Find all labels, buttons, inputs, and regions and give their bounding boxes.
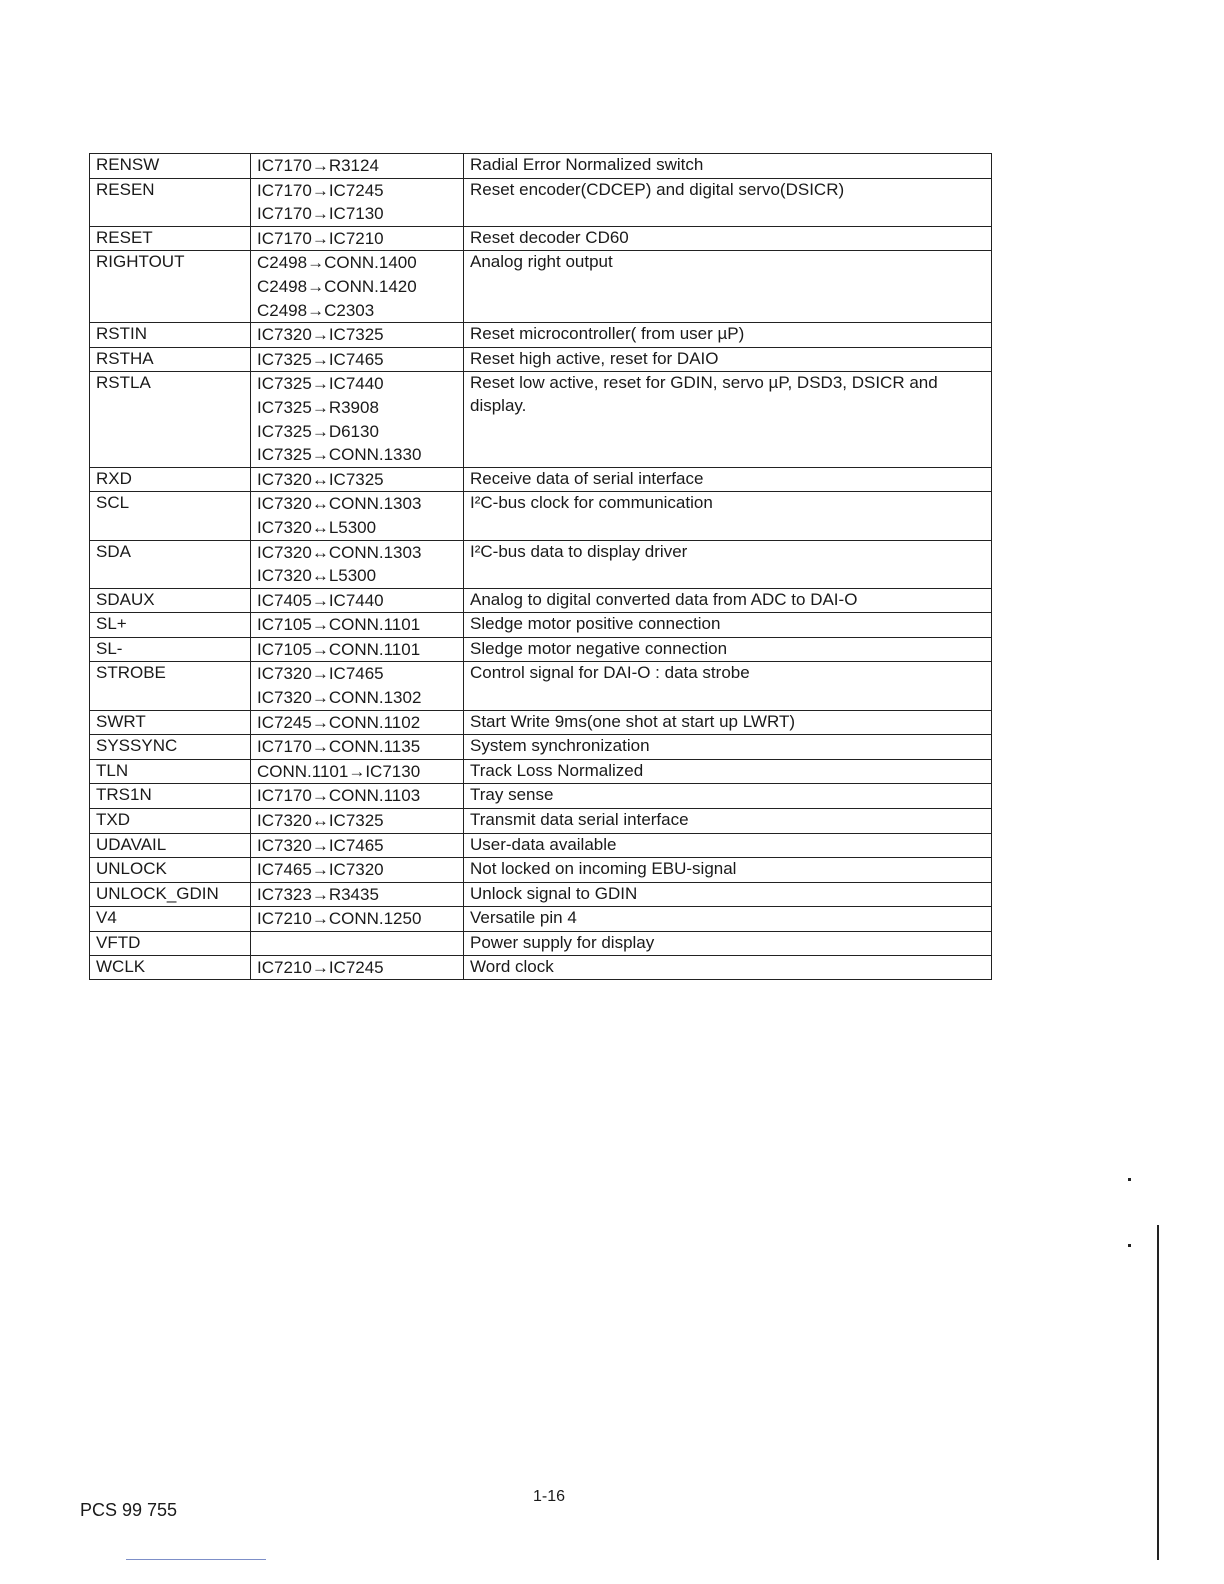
signal-description: Tray sense xyxy=(464,784,992,809)
signal-description: User-data available xyxy=(464,833,992,858)
signal-description: Versatile pin 4 xyxy=(464,907,992,932)
signal-description: Analog right output xyxy=(464,251,992,323)
signal-description: Reset microcontroller( from user µP) xyxy=(464,323,992,348)
connection-path: IC7320↔CONN.1303 xyxy=(257,494,422,514)
table-row xyxy=(90,882,992,907)
table-row xyxy=(90,178,992,226)
table-row xyxy=(90,809,992,834)
signal-name: SWRT xyxy=(90,710,251,735)
signal-description: Reset high active, reset for DAIO xyxy=(464,347,992,372)
signal-connections xyxy=(251,323,464,348)
signal-name: TRS1N xyxy=(90,784,251,809)
connection-path: IC7210→IC7245 xyxy=(257,957,384,977)
connection-path: IC7320↔IC7325 xyxy=(257,469,384,489)
signal-connections xyxy=(251,347,464,372)
connection-path: IC7210→CONN.1250 xyxy=(257,909,422,929)
connection-path: C2498→CONN.1400 xyxy=(257,253,417,273)
signal-connections xyxy=(251,372,464,467)
signal-connections xyxy=(251,637,464,662)
signal-name: RIGHTOUT xyxy=(90,251,251,323)
signal-description: Reset encoder(CDCEP) and digital servo(DSICR) xyxy=(464,178,992,226)
signal-name: SYSSYNC xyxy=(90,735,251,760)
signal-name: STROBE xyxy=(90,662,251,710)
connection-path: IC7320↔CONN.1303 xyxy=(257,542,422,562)
signal-description: Control signal for DAI-O : data strobe xyxy=(464,662,992,710)
connection-path: IC7325→IC7440 xyxy=(257,374,384,394)
signal-name: WCLK xyxy=(90,955,251,980)
signal-description: Start Write 9ms(one shot at start up LWRT) xyxy=(464,710,992,735)
signal-description: I²C-bus clock for communication xyxy=(464,492,992,540)
connection-path: IC7320↔L5300 xyxy=(257,517,377,537)
signal-description: Analog to digital converted data from ADC to DAI-O xyxy=(464,588,992,613)
table-row xyxy=(90,613,992,638)
signal-table xyxy=(89,153,992,980)
table-row xyxy=(90,662,992,710)
connection-path: IC7105→CONN.1101 xyxy=(257,639,421,659)
signal-description: Not locked on incoming EBU-signal xyxy=(464,858,992,883)
signal-description: Sledge motor positive connection xyxy=(464,613,992,638)
signal-description: Track Loss Normalized xyxy=(464,759,992,784)
signal-name: TXD xyxy=(90,809,251,834)
table-row xyxy=(90,492,992,540)
table-row xyxy=(90,467,992,492)
table-row xyxy=(90,710,992,735)
signal-connections xyxy=(251,588,464,613)
connection-path: IC7170→CONN.1103 xyxy=(257,786,421,806)
signal-connections xyxy=(251,154,464,179)
connection-path: C2498→CONN.1420 xyxy=(257,276,417,296)
signal-connections xyxy=(251,226,464,251)
signal-connections xyxy=(251,759,464,784)
table-row xyxy=(90,540,992,588)
document-number: PCS 99 755 xyxy=(80,1500,178,1520)
signal-description: Transmit data serial interface xyxy=(464,809,992,834)
signal-name: RSTIN xyxy=(90,323,251,348)
signal-connections xyxy=(251,251,464,323)
table-row xyxy=(90,347,992,372)
table-row xyxy=(90,226,992,251)
table-row xyxy=(90,932,992,956)
signal-connections xyxy=(251,882,464,907)
signal-connections xyxy=(251,467,464,492)
connection-path: IC7245→CONN.1102 xyxy=(257,712,421,732)
signal-name: SCL xyxy=(90,492,251,540)
signal-name: TLN xyxy=(90,759,251,784)
signal-connections xyxy=(251,662,464,710)
footer-rule xyxy=(126,1559,266,1560)
signal-connections xyxy=(251,784,464,809)
signal-connections xyxy=(251,492,464,540)
signal-description: Reset low active, reset for GDIN, servo µP, DSD3, DSICR and display. xyxy=(464,372,992,467)
connection-path: IC7325→IC7465 xyxy=(257,349,384,369)
signal-name: UNLOCK xyxy=(90,858,251,883)
signal-connections xyxy=(251,809,464,834)
table-row xyxy=(90,735,992,760)
signal-connections xyxy=(251,955,464,980)
connection-path: IC7405→IC7440 xyxy=(257,590,384,610)
scan-edge-line xyxy=(1157,1225,1159,1560)
signal-name: RXD xyxy=(90,467,251,492)
signal-name: RSTLA xyxy=(90,372,251,467)
signal-name: RSTHA xyxy=(90,347,251,372)
signal-name: V4 xyxy=(90,907,251,932)
connection-path: IC7325→CONN.1330 xyxy=(257,445,422,465)
connection-path: CONN.1101→IC7130 xyxy=(257,761,421,781)
signal-description: Sledge motor negative connection xyxy=(464,637,992,662)
connection-path: IC7170→IC7130 xyxy=(257,204,384,224)
signal-connections xyxy=(251,613,464,638)
signal-description: Receive data of serial interface xyxy=(464,467,992,492)
signal-name: UDAVAIL xyxy=(90,833,251,858)
scan-dot xyxy=(1128,1178,1131,1181)
signal-connections xyxy=(251,540,464,588)
table-row xyxy=(90,637,992,662)
signal-description: System synchronization xyxy=(464,735,992,760)
signal-connections xyxy=(251,907,464,932)
table-row xyxy=(90,759,992,784)
connection-path: IC7465→IC7320 xyxy=(257,860,384,880)
signal-table-body xyxy=(90,154,992,980)
signal-name: UNLOCK_GDIN xyxy=(90,882,251,907)
signal-name: RESEN xyxy=(90,178,251,226)
connection-path: IC7320↔L5300 xyxy=(257,566,377,586)
connection-path: IC7325→D6130 xyxy=(257,421,379,441)
signal-name: VFTD xyxy=(90,932,251,956)
signal-description: Word clock xyxy=(464,955,992,980)
scan-dot xyxy=(1128,1244,1131,1247)
signal-connections xyxy=(251,735,464,760)
table-row xyxy=(90,858,992,883)
page-number: 1-16 xyxy=(533,1488,566,1505)
connection-path: IC7170→IC7210 xyxy=(257,228,384,248)
signal-description: Reset decoder CD60 xyxy=(464,226,992,251)
table-row xyxy=(90,154,992,179)
signal-description: I²C-bus data to display driver xyxy=(464,540,992,588)
signal-connections xyxy=(251,858,464,883)
table-row xyxy=(90,784,992,809)
table-row xyxy=(90,955,992,980)
signal-name: SL+ xyxy=(90,613,251,638)
connection-path: IC7170→IC7245 xyxy=(257,180,384,200)
signal-name: RESET xyxy=(90,226,251,251)
signal-name: SDAUX xyxy=(90,588,251,613)
signal-description: Unlock signal to GDIN xyxy=(464,882,992,907)
signal-connections xyxy=(251,833,464,858)
signal-description: Power supply for display xyxy=(464,932,992,956)
signal-description: Radial Error Normalized switch xyxy=(464,154,992,179)
connection-path: IC7320→IC7465 xyxy=(257,835,384,855)
table-row xyxy=(90,251,992,323)
signal-connections xyxy=(251,710,464,735)
connection-path: IC7320→IC7325 xyxy=(257,325,384,345)
signal-connections xyxy=(251,932,464,956)
connection-path: IC7320↔IC7325 xyxy=(257,811,384,831)
table-row xyxy=(90,372,992,467)
connection-path: IC7320→CONN.1302 xyxy=(257,688,422,708)
connection-path: IC7323→R3435 xyxy=(257,884,379,904)
table-row xyxy=(90,323,992,348)
connection-path: IC7170→R3124 xyxy=(257,156,379,175)
signal-name: SL- xyxy=(90,637,251,662)
connection-path: IC7170→CONN.1135 xyxy=(257,737,421,757)
connection-path: C2498→C2303 xyxy=(257,300,375,320)
table-row xyxy=(90,907,992,932)
connection-path: IC7320→IC7465 xyxy=(257,664,384,684)
table-row xyxy=(90,588,992,613)
signal-connections xyxy=(251,178,464,226)
table-row xyxy=(90,833,992,858)
signal-name: RENSW xyxy=(90,154,251,179)
connection-path: IC7325→R3908 xyxy=(257,397,379,417)
signal-name: SDA xyxy=(90,540,251,588)
connection-path: IC7105→CONN.1101 xyxy=(257,615,421,635)
